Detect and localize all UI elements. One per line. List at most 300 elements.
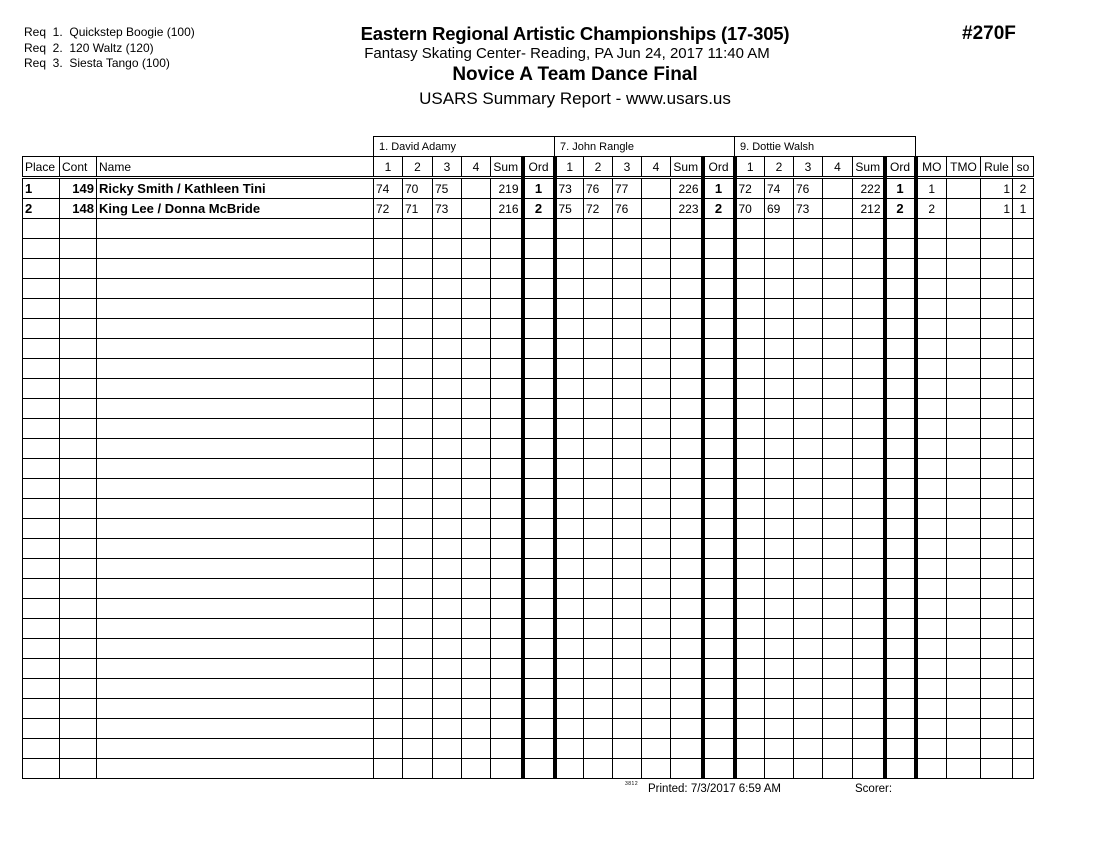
empty-cell: [584, 679, 613, 699]
empty-cell: [916, 359, 947, 379]
empty-cell: [584, 459, 613, 479]
empty-cell: [462, 499, 491, 519]
empty-cell: [947, 719, 981, 739]
empty-cell: [60, 359, 97, 379]
empty-cell: [947, 759, 981, 779]
empty-cell: [947, 379, 981, 399]
empty-cell: [735, 339, 765, 359]
empty-cell: [97, 259, 374, 279]
empty-cell: [374, 679, 403, 699]
empty-cell: [916, 499, 947, 519]
empty-row: [23, 259, 1034, 279]
empty-cell: [916, 319, 947, 339]
empty-cell: [403, 499, 433, 519]
empty-cell: [916, 639, 947, 659]
empty-cell: [462, 719, 491, 739]
empty-cell: [462, 239, 491, 259]
empty-cell: [60, 399, 97, 419]
empty-row: [23, 659, 1034, 679]
empty-cell: [981, 739, 1013, 759]
empty-cell: [642, 219, 671, 239]
empty-cell: [374, 499, 403, 519]
empty-cell: [403, 639, 433, 659]
empty-row: [23, 719, 1034, 739]
empty-cell: [555, 259, 584, 279]
empty-cell: [403, 599, 433, 619]
empty-cell: [97, 319, 374, 339]
empty-cell: [671, 219, 703, 239]
empty-cell: [853, 519, 885, 539]
empty-cell: [613, 239, 642, 259]
col-score-1: 1: [374, 157, 403, 178]
empty-cell: [916, 619, 947, 639]
empty-cell: [555, 459, 584, 479]
rule-cell: 1: [981, 178, 1013, 199]
empty-cell: [23, 399, 60, 419]
empty-cell: [97, 719, 374, 739]
empty-cell: [462, 519, 491, 539]
empty-cell: [765, 319, 794, 339]
empty-cell: [462, 319, 491, 339]
empty-cell: [97, 219, 374, 239]
empty-cell: [947, 259, 981, 279]
empty-cell: [916, 279, 947, 299]
empty-cell: [23, 579, 60, 599]
ordinal: 2: [523, 199, 555, 219]
empty-cell: [491, 639, 523, 659]
empty-cell: [823, 379, 853, 399]
empty-cell: [703, 579, 735, 599]
empty-cell: [23, 359, 60, 379]
empty-cell: [433, 459, 462, 479]
empty-cell: [403, 759, 433, 779]
empty-cell: [491, 319, 523, 339]
empty-row: [23, 639, 1034, 659]
empty-cell: [613, 639, 642, 659]
empty-cell: [823, 219, 853, 239]
empty-cell: [794, 259, 823, 279]
empty-cell: [523, 759, 555, 779]
empty-cell: [765, 719, 794, 739]
empty-cell: [433, 539, 462, 559]
empty-cell: [885, 619, 916, 639]
empty-cell: [853, 619, 885, 639]
empty-cell: [584, 219, 613, 239]
empty-cell: [403, 399, 433, 419]
score-4: [462, 199, 491, 219]
empty-cell: [735, 459, 765, 479]
empty-cell: [642, 539, 671, 559]
empty-cell: [584, 259, 613, 279]
empty-cell: [947, 599, 981, 619]
empty-cell: [555, 399, 584, 419]
empty-cell: [853, 259, 885, 279]
empty-cell: [981, 599, 1013, 619]
empty-cell: [703, 219, 735, 239]
empty-cell: [916, 379, 947, 399]
empty-cell: [613, 579, 642, 599]
empty-cell: [885, 599, 916, 619]
col-tmo: TMO: [947, 157, 981, 178]
empty-cell: [462, 639, 491, 659]
empty-cell: [794, 479, 823, 499]
empty-cell: [735, 759, 765, 779]
empty-cell: [97, 539, 374, 559]
empty-cell: [671, 739, 703, 759]
empty-cell: [374, 719, 403, 739]
empty-cell: [23, 759, 60, 779]
empty-cell: [794, 439, 823, 459]
empty-cell: [765, 539, 794, 559]
empty-cell: [885, 679, 916, 699]
empty-cell: [823, 399, 853, 419]
empty-cell: [703, 359, 735, 379]
empty-cell: [523, 319, 555, 339]
empty-cell: [584, 739, 613, 759]
empty-cell: [97, 299, 374, 319]
score-2: 74: [765, 178, 794, 199]
ordinal: 2: [703, 199, 735, 219]
empty-cell: [671, 299, 703, 319]
empty-cell: [23, 499, 60, 519]
empty-cell: [433, 499, 462, 519]
place-cell: 2: [23, 199, 60, 219]
empty-cell: [1013, 239, 1034, 259]
empty-cell: [853, 599, 885, 619]
empty-cell: [916, 479, 947, 499]
empty-cell: [916, 219, 947, 239]
empty-cell: [853, 659, 885, 679]
empty-cell: [765, 619, 794, 639]
empty-cell: [794, 459, 823, 479]
empty-cell: [97, 459, 374, 479]
empty-cell: [374, 319, 403, 339]
empty-cell: [97, 499, 374, 519]
empty-cell: [23, 559, 60, 579]
col-ord: Ord: [885, 157, 916, 178]
empty-cell: [671, 519, 703, 539]
empty-cell: [60, 339, 97, 359]
empty-row: [23, 739, 1034, 759]
empty-cell: [97, 559, 374, 579]
empty-cell: [853, 479, 885, 499]
col-cont: Cont: [60, 157, 97, 178]
empty-cell: [947, 359, 981, 379]
empty-cell: [613, 539, 642, 559]
empty-cell: [433, 659, 462, 679]
empty-cell: [765, 239, 794, 259]
ordinal: 1: [885, 178, 916, 199]
empty-cell: [462, 539, 491, 559]
empty-cell: [981, 219, 1013, 239]
empty-cell: [642, 419, 671, 439]
empty-cell: [794, 419, 823, 439]
empty-cell: [765, 679, 794, 699]
empty-cell: [491, 279, 523, 299]
total-majority-ordinal: [947, 199, 981, 219]
empty-cell: [703, 639, 735, 659]
empty-cell: [642, 379, 671, 399]
empty-cell: [916, 399, 947, 419]
empty-cell: [853, 759, 885, 779]
empty-cell: [794, 719, 823, 739]
empty-cell: [491, 759, 523, 779]
empty-cell: [97, 759, 374, 779]
empty-cell: [60, 239, 97, 259]
empty-cell: [433, 639, 462, 659]
empty-cell: [765, 359, 794, 379]
empty-cell: [462, 759, 491, 779]
empty-cell: [374, 399, 403, 419]
empty-cell: [735, 299, 765, 319]
empty-cell: [765, 339, 794, 359]
empty-cell: [947, 219, 981, 239]
empty-cell: [374, 239, 403, 259]
empty-cell: [981, 559, 1013, 579]
empty-cell: [794, 759, 823, 779]
empty-cell: [374, 739, 403, 759]
empty-cell: [794, 219, 823, 239]
empty-cell: [523, 559, 555, 579]
empty-cell: [374, 759, 403, 779]
empty-cell: [97, 659, 374, 679]
empty-cell: [642, 679, 671, 699]
empty-cell: [1013, 419, 1034, 439]
empty-cell: [794, 659, 823, 679]
empty-cell: [671, 279, 703, 299]
empty-cell: [433, 559, 462, 579]
empty-cell: [735, 719, 765, 739]
empty-cell: [584, 639, 613, 659]
empty-cell: [947, 739, 981, 759]
empty-cell: [523, 519, 555, 539]
empty-cell: [823, 599, 853, 619]
empty-cell: [735, 599, 765, 619]
empty-cell: [823, 479, 853, 499]
empty-cell: [885, 319, 916, 339]
empty-cell: [613, 459, 642, 479]
empty-cell: [403, 239, 433, 259]
empty-cell: [916, 299, 947, 319]
empty-cell: [374, 619, 403, 639]
printed-timestamp: Printed: 7/3/2017 6:59 AM: [648, 783, 781, 795]
empty-cell: [765, 499, 794, 519]
empty-cell: [671, 439, 703, 459]
empty-cell: [523, 439, 555, 459]
requirement-item: Req 1. Quickstep Boogie (100): [24, 25, 195, 39]
empty-cell: [981, 639, 1013, 659]
score-1: 74: [374, 178, 403, 199]
empty-cell: [491, 519, 523, 539]
empty-cell: [853, 559, 885, 579]
empty-cell: [885, 539, 916, 559]
empty-cell: [403, 539, 433, 559]
empty-cell: [23, 239, 60, 259]
empty-cell: [374, 599, 403, 619]
score-4: [462, 178, 491, 199]
empty-cell: [97, 479, 374, 499]
empty-cell: [523, 419, 555, 439]
empty-cell: [703, 379, 735, 399]
empty-cell: [853, 419, 885, 439]
team-name: King Lee / Donna McBride: [97, 199, 374, 219]
empty-cell: [981, 479, 1013, 499]
score-1: 70: [735, 199, 765, 219]
empty-cell: [823, 659, 853, 679]
empty-cell: [765, 699, 794, 719]
empty-cell: [916, 679, 947, 699]
empty-row: [23, 499, 1034, 519]
empty-cell: [853, 239, 885, 259]
empty-cell: [916, 579, 947, 599]
empty-cell: [642, 499, 671, 519]
empty-cell: [671, 419, 703, 439]
empty-cell: [462, 739, 491, 759]
empty-cell: [433, 399, 462, 419]
empty-cell: [584, 659, 613, 679]
empty-cell: [555, 559, 584, 579]
empty-cell: [735, 219, 765, 239]
empty-cell: [523, 659, 555, 679]
score-2: 76: [584, 178, 613, 199]
empty-cell: [916, 539, 947, 559]
empty-cell: [671, 719, 703, 739]
empty-cell: [671, 619, 703, 639]
empty-cell: [823, 319, 853, 339]
empty-cell: [1013, 559, 1034, 579]
empty-cell: [433, 299, 462, 319]
empty-cell: [794, 499, 823, 519]
empty-cell: [555, 739, 584, 759]
empty-cell: [916, 459, 947, 479]
empty-cell: [885, 639, 916, 659]
empty-cell: [584, 419, 613, 439]
empty-row: [23, 539, 1034, 559]
empty-cell: [584, 379, 613, 399]
empty-cell: [671, 599, 703, 619]
empty-cell: [60, 659, 97, 679]
empty-cell: [642, 259, 671, 279]
empty-cell: [947, 639, 981, 659]
empty-cell: [981, 499, 1013, 519]
empty-cell: [1013, 319, 1034, 339]
empty-cell: [642, 339, 671, 359]
empty-cell: [735, 379, 765, 399]
empty-cell: [885, 739, 916, 759]
empty-cell: [613, 499, 642, 519]
empty-cell: [853, 699, 885, 719]
empty-cell: [1013, 399, 1034, 419]
empty-cell: [462, 479, 491, 499]
empty-cell: [703, 559, 735, 579]
col-score-1: 1: [555, 157, 584, 178]
empty-cell: [765, 219, 794, 239]
empty-cell: [794, 579, 823, 599]
empty-cell: [642, 619, 671, 639]
empty-row: [23, 699, 1034, 719]
empty-cell: [735, 559, 765, 579]
empty-cell: [1013, 599, 1034, 619]
score-sum: 219: [491, 178, 523, 199]
empty-cell: [523, 399, 555, 419]
empty-cell: [97, 599, 374, 619]
empty-cell: [823, 559, 853, 579]
empty-cell: [462, 359, 491, 379]
empty-cell: [703, 239, 735, 259]
empty-cell: [853, 299, 885, 319]
empty-cell: [1013, 539, 1034, 559]
empty-cell: [462, 659, 491, 679]
empty-cell: [555, 539, 584, 559]
score-3: 73: [794, 199, 823, 219]
empty-row: [23, 559, 1034, 579]
empty-cell: [23, 379, 60, 399]
empty-cell: [491, 399, 523, 419]
empty-cell: [374, 299, 403, 319]
empty-cell: [981, 399, 1013, 419]
empty-cell: [23, 619, 60, 639]
empty-cell: [433, 379, 462, 399]
rule-cell: 1: [981, 199, 1013, 219]
empty-cell: [613, 439, 642, 459]
empty-cell: [23, 419, 60, 439]
empty-cell: [584, 539, 613, 559]
empty-cell: [613, 739, 642, 759]
score-1: 72: [735, 178, 765, 199]
empty-cell: [403, 219, 433, 239]
empty-cell: [735, 619, 765, 639]
empty-cell: [853, 439, 885, 459]
empty-cell: [671, 259, 703, 279]
score-4: [642, 178, 671, 199]
empty-cell: [1013, 759, 1034, 779]
empty-cell: [671, 319, 703, 339]
empty-cell: [853, 679, 885, 699]
contestant-number: 148: [60, 199, 97, 219]
empty-cell: [853, 579, 885, 599]
empty-cell: [885, 419, 916, 439]
empty-cell: [794, 399, 823, 419]
empty-cell: [60, 639, 97, 659]
empty-cell: [1013, 719, 1034, 739]
empty-cell: [885, 379, 916, 399]
empty-cell: [555, 679, 584, 699]
empty-cell: [765, 439, 794, 459]
empty-cell: [885, 279, 916, 299]
empty-cell: [97, 699, 374, 719]
empty-cell: [735, 679, 765, 699]
empty-cell: [823, 759, 853, 779]
empty-cell: [765, 399, 794, 419]
empty-cell: [1013, 359, 1034, 379]
empty-cell: [60, 759, 97, 779]
empty-cell: [853, 379, 885, 399]
ordinal: 1: [523, 178, 555, 199]
empty-row: [23, 299, 1034, 319]
empty-cell: [374, 539, 403, 559]
empty-cell: [374, 279, 403, 299]
empty-cell: [823, 419, 853, 439]
empty-row: [23, 479, 1034, 499]
empty-cell: [642, 759, 671, 779]
empty-cell: [584, 519, 613, 539]
empty-cell: [981, 719, 1013, 739]
empty-cell: [491, 739, 523, 759]
empty-cell: [703, 519, 735, 539]
empty-cell: [60, 279, 97, 299]
col-rule: Rule: [981, 157, 1013, 178]
empty-cell: [947, 339, 981, 359]
